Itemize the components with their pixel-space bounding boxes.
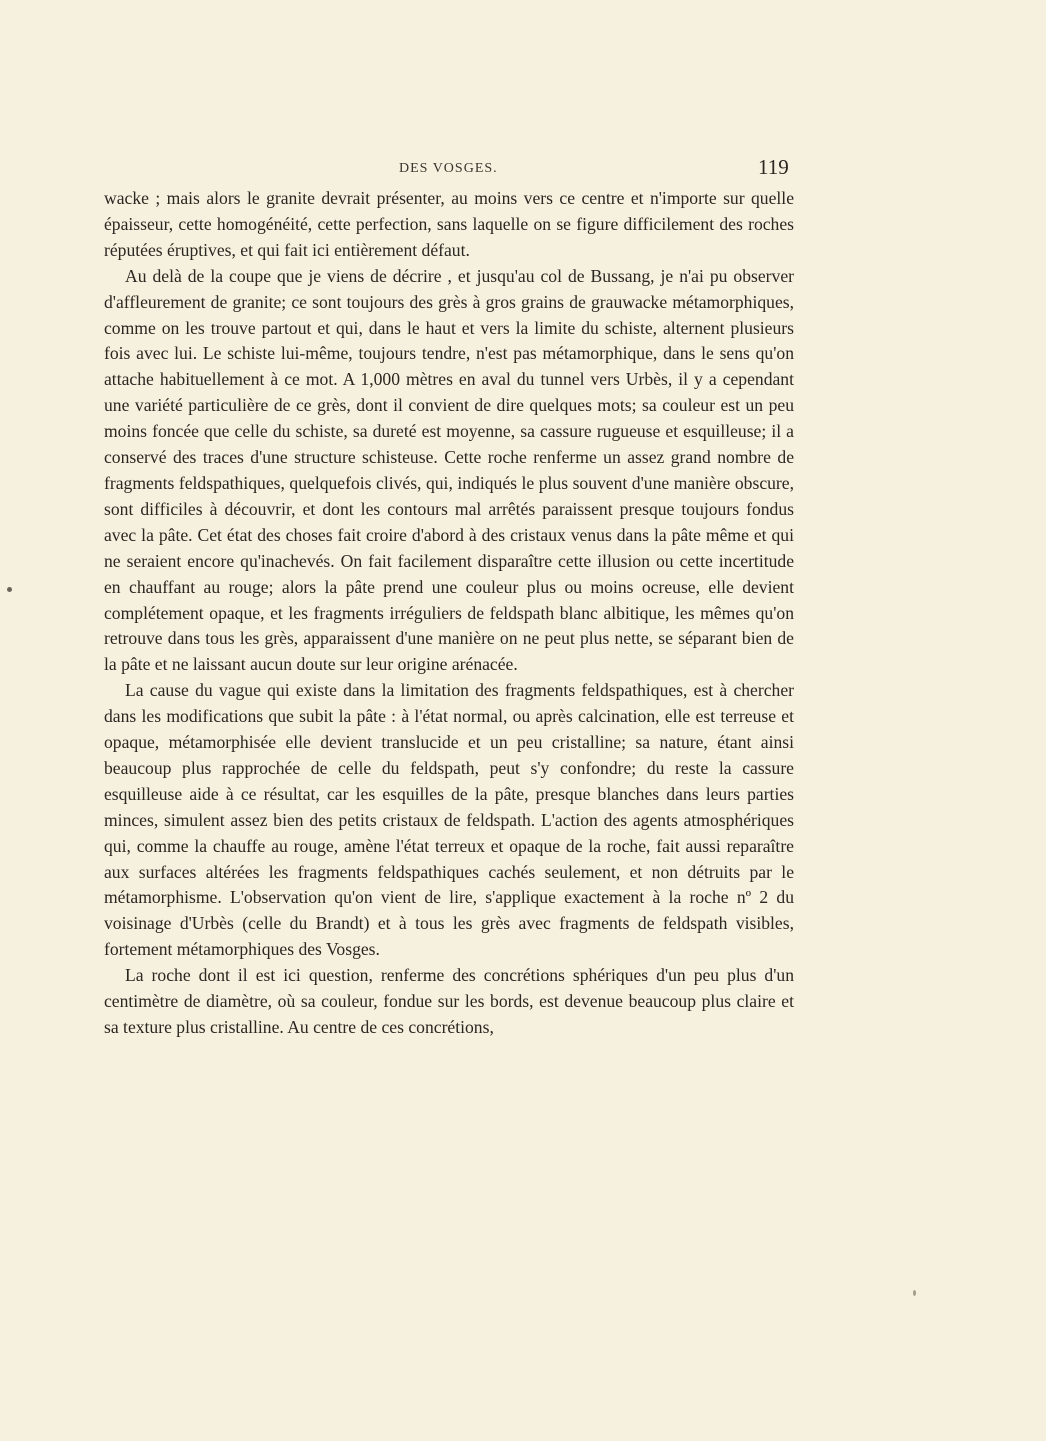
paragraph-1: wacke ; mais alors le granite devrait présenter, au moins vers ce centre et n'importe sur quelle épaisseur, cette homogénéité, cette perfection, sans laquelle on se figure difficilement des roches réputées éruptives, et qui fait ici entièrement défaut. xyxy=(104,188,794,260)
body-text xyxy=(104,186,794,1041)
running-title: DES VOSGES. xyxy=(399,161,498,176)
margin-speck xyxy=(913,1290,916,1296)
margin-speck xyxy=(7,587,12,592)
paragraph-3: La cause du vague qui existe dans la limitation des fragments feldspathiques, est à chercher dans les modifications que subit la pâte : à l'état normal, ou après calcination, elle est terreuse et opaque, métamorphisée elle devient translucide et un peu cristalline; sa nature, étant ainsi beaucoup plus rapprochée de celle du feldspath, peut s'y confondre; du reste la cassure esquilleuse aide à ce résultat, car les esquilles de la pâte, presque blanches dans leurs parties minces, simulent assez bien des petits cristaux de feldspath. L'action des agents atmosphériques qui, comme la chauffe au rouge, amène l'état terreux et opaque de la roche, fait aussi reparaître aux surfaces altérées les fragments feldspathiques cachés seulement, et non détruits par le métamorphisme. L'observation qu'on vient de lire, s'applique exactement à la roche nº 2 du voisinage d'Urbès (celle du Brandt) et à tous les grès avec fragments de feldspath visibles, fortement métamorphiques des Vosges. xyxy=(104,680,794,960)
paragraph-4: La roche dont il est ici question, renferme des concrétions sphériques d'un peu plus d'un centimètre de diamètre, où sa couleur, fondue sur les bords, est devenue beaucoup plus claire et sa texture plus cristalline. Au centre de ces concrétions, xyxy=(104,965,794,1037)
page-number: 119 xyxy=(758,155,789,179)
paragraph-2: Au delà de la coupe que je viens de décrire , et jusqu'au col de Bussang, je n'ai pu observer d'affleurement de granite; ce sont toujours des grès à gros grains de grauwacke métamorphiques, comme on les trouve partout et qui, dans le haut et vers la limite du schiste, alternent plusieurs fois avec lui. Le schiste lui-même, toujours tendre, n'est pas métamorphique, dans le sens qu'on attache habituellement à ce mot. A 1,000 mètres en aval du tunnel vers Urbès, il y a cependant une variété particulière de ce grès, dont il convient de dire quelques mots; sa couleur est un peu moins foncée que celle du schiste, sa dureté est moyenne, sa cassure rugueuse et esquilleuse; il a conservé des traces d'une structure schisteuse. Cette roche renferme un assez grand nombre de fragments feldspathiques, quelquefois clivés, qui, indiqués le plus souvent d'une manière obscure, sont difficiles à découvrir, et dont les contours mal arrêtés paraissent presque toujours fondus avec la pâte. Cet état des choses fait croire d'abord à des cristaux venus dans la pâte même et qui ne seraient encore qu'inachevés. On fait facilement disparaître cette illusion ou cette incertitude en chauffant au rouge; alors la pâte prend une couleur plus ou moins ocreuse, elle devient complétement opaque, et les fragments irréguliers de feldspath blanc albitique, les mêmes qu'on retrouve dans tous les grès, apparaissent d'une manière on ne peut plus nette, se séparant bien de la pâte et ne laissant aucun doute sur leur origine arénacée. xyxy=(104,265,794,675)
